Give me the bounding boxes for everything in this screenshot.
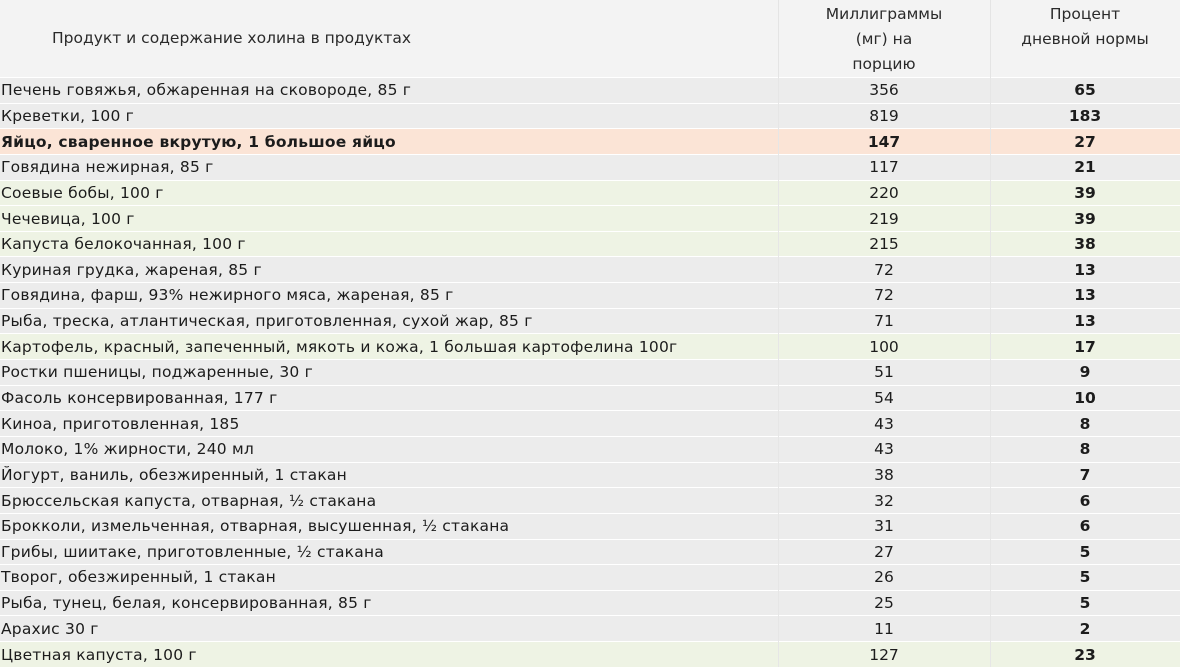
percent-cell: 2 <box>990 616 1180 642</box>
table-row <box>0 590 1180 616</box>
food-name-cell: Соевые бобы, 100 г <box>0 180 778 206</box>
mg-cell: 72 <box>778 257 990 283</box>
mg-cell: 220 <box>778 180 990 206</box>
mg-cell: 54 <box>778 385 990 411</box>
mg-cell: 117 <box>778 154 990 180</box>
table-row <box>0 488 1180 514</box>
percent-cell: 9 <box>990 360 1180 386</box>
food-name-cell: Куриная грудка, жареная, 85 г <box>0 257 778 283</box>
percent-cell: 39 <box>990 180 1180 206</box>
table-row <box>0 334 1180 360</box>
percent-cell: 7 <box>990 462 1180 488</box>
table-row <box>0 129 1180 155</box>
percent-cell: 8 <box>990 411 1180 437</box>
table-header <box>0 0 1180 78</box>
header-mg-line3: порцию <box>779 52 990 77</box>
header-mg-line1: Миллиграммы <box>779 2 990 27</box>
mg-cell: 72 <box>778 283 990 309</box>
mg-cell: 819 <box>778 103 990 129</box>
food-name-cell: Цветная капуста, 100 г <box>0 642 778 667</box>
mg-cell: 71 <box>778 308 990 334</box>
mg-cell: 43 <box>778 436 990 462</box>
table-body <box>0 78 1180 667</box>
percent-cell: 65 <box>990 78 1180 104</box>
mg-cell: 31 <box>778 513 990 539</box>
food-name-cell: Йогурт, ваниль, обезжиренный, 1 стакан <box>0 462 778 488</box>
header-product-label: Продукт и содержание холина в продуктах <box>52 29 411 47</box>
table-row <box>0 206 1180 232</box>
percent-cell: 39 <box>990 206 1180 232</box>
percent-cell: 5 <box>990 590 1180 616</box>
percent-cell: 13 <box>990 283 1180 309</box>
table-row <box>0 180 1180 206</box>
percent-cell: 17 <box>990 334 1180 360</box>
mg-cell: 127 <box>778 642 990 667</box>
percent-cell: 8 <box>990 436 1180 462</box>
food-name-cell: Молоко, 1% жирности, 240 мл <box>0 436 778 462</box>
food-name-cell: Киноа, приготовленная, 185 <box>0 411 778 437</box>
food-name-cell: Картофель, красный, запеченный, мякоть и кожа, 1 большая картофелина 100г <box>0 334 778 360</box>
mg-cell: 43 <box>778 411 990 437</box>
percent-cell: 38 <box>990 231 1180 257</box>
mg-cell: 11 <box>778 616 990 642</box>
percent-cell: 183 <box>990 103 1180 129</box>
food-name-cell: Яйцо, сваренное вкрутую, 1 большое яйцо <box>0 129 778 155</box>
table-row <box>0 103 1180 129</box>
header-pct-line2: дневной нормы <box>991 27 1180 52</box>
table-row <box>0 539 1180 565</box>
food-name-cell: Говядина, фарш, 93% нежирного мяса, жареная, 85 г <box>0 283 778 309</box>
mg-cell: 51 <box>778 360 990 386</box>
table-row <box>0 436 1180 462</box>
header-product <box>0 0 778 78</box>
food-name-cell: Грибы, шиитаке, приготовленные, ½ стакана <box>0 539 778 565</box>
table-row <box>0 283 1180 309</box>
food-name-cell: Рыба, тунец, белая, консервированная, 85 г <box>0 590 778 616</box>
table-row <box>0 462 1180 488</box>
mg-cell: 219 <box>778 206 990 232</box>
table-row <box>0 616 1180 642</box>
table-row <box>0 257 1180 283</box>
table-row <box>0 513 1180 539</box>
table-row <box>0 78 1180 104</box>
percent-cell: 23 <box>990 642 1180 667</box>
food-name-cell: Капуста белокочанная, 100 г <box>0 231 778 257</box>
food-name-cell: Брокколи, измельченная, отварная, высушенная, ½ стакана <box>0 513 778 539</box>
header-mg <box>778 0 990 78</box>
mg-cell: 26 <box>778 565 990 591</box>
food-name-cell: Ростки пшеницы, поджаренные, 30 г <box>0 360 778 386</box>
header-pct <box>990 0 1180 78</box>
percent-cell: 13 <box>990 257 1180 283</box>
table-row <box>0 231 1180 257</box>
food-name-cell: Брюссельская капуста, отварная, ½ стакана <box>0 488 778 514</box>
table-row <box>0 385 1180 411</box>
mg-cell: 215 <box>778 231 990 257</box>
header-mg-line2: (мг) на <box>779 27 990 52</box>
mg-cell: 147 <box>778 129 990 155</box>
table-row <box>0 360 1180 386</box>
mg-cell: 356 <box>778 78 990 104</box>
table-row <box>0 154 1180 180</box>
percent-cell: 21 <box>990 154 1180 180</box>
mg-cell: 100 <box>778 334 990 360</box>
table-row <box>0 642 1180 667</box>
header-pct-line1: Процент <box>991 2 1180 27</box>
mg-cell: 27 <box>778 539 990 565</box>
percent-cell: 5 <box>990 565 1180 591</box>
mg-cell: 32 <box>778 488 990 514</box>
percent-cell: 5 <box>990 539 1180 565</box>
food-name-cell: Печень говяжья, обжаренная на сковороде, 85 г <box>0 78 778 104</box>
table-row <box>0 308 1180 334</box>
mg-cell: 38 <box>778 462 990 488</box>
food-name-cell: Рыба, треска, атлантическая, приготовленная, сухой жар, 85 г <box>0 308 778 334</box>
table-row <box>0 411 1180 437</box>
percent-cell: 27 <box>990 129 1180 155</box>
percent-cell: 6 <box>990 513 1180 539</box>
percent-cell: 13 <box>990 308 1180 334</box>
mg-cell: 25 <box>778 590 990 616</box>
food-name-cell: Чечевица, 100 г <box>0 206 778 232</box>
table-row <box>0 565 1180 591</box>
food-name-cell: Творог, обезжиренный, 1 стакан <box>0 565 778 591</box>
food-name-cell: Арахис 30 г <box>0 616 778 642</box>
percent-cell: 10 <box>990 385 1180 411</box>
food-name-cell: Говядина нежирная, 85 г <box>0 154 778 180</box>
food-name-cell: Фасоль консервированная, 177 г <box>0 385 778 411</box>
percent-cell: 6 <box>990 488 1180 514</box>
food-name-cell: Креветки, 100 г <box>0 103 778 129</box>
